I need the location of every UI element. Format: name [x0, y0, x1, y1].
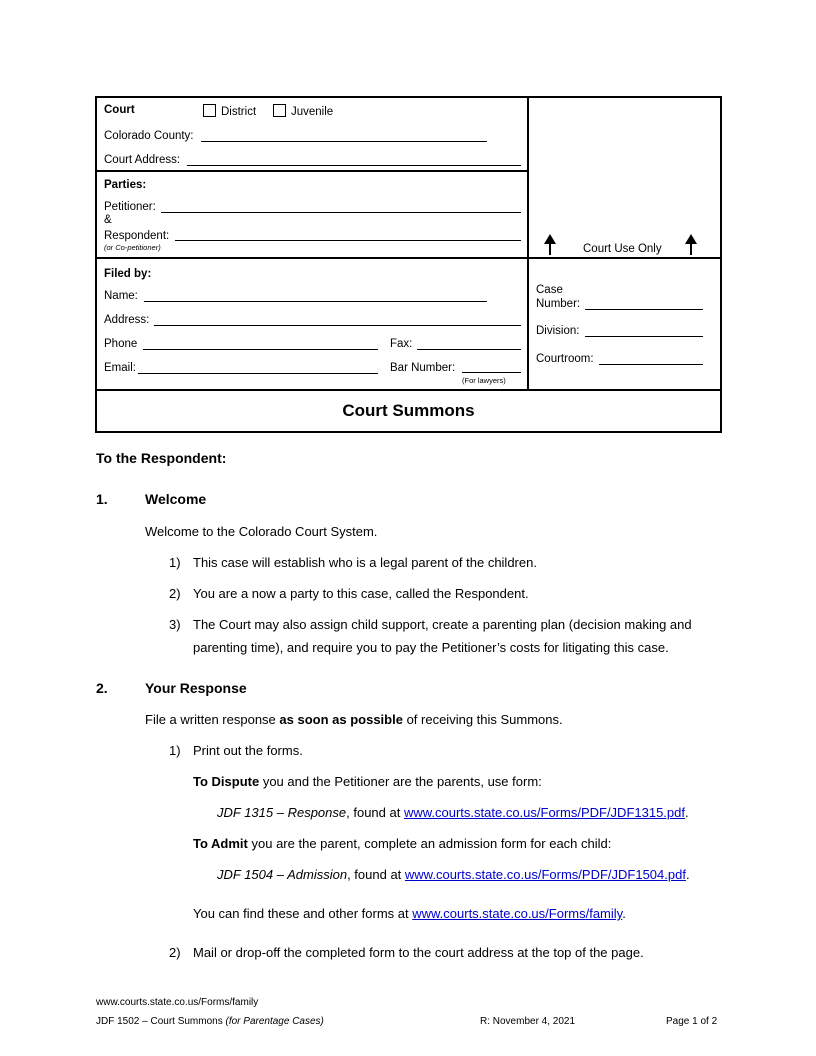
list-item-number: 1) [169, 743, 181, 758]
to-respondent-heading: To the Respondent: [96, 450, 227, 466]
address-field[interactable] [154, 325, 521, 326]
court-address-label: Court Address: [104, 154, 181, 166]
intro-text-end: of receiving this Summons. [402, 712, 563, 727]
jdf1315-mid: , found at [346, 805, 404, 820]
juvenile-label: Juvenile [291, 106, 334, 118]
intro-emphasis: as soon as possible [279, 712, 403, 727]
section-1-intro: Welcome to the Colorado Court System. [145, 524, 378, 539]
respondent-label: Respondent: [104, 230, 170, 242]
ampersand: & [104, 214, 112, 226]
district-label: District [221, 106, 257, 118]
list-item: This case will establish who is a legal parent of the children. [193, 555, 537, 570]
phone-label: Phone [104, 338, 138, 350]
bar-number-field[interactable] [462, 372, 521, 373]
list-item-continued: parenting time), and require you to pay the Petitioner’s costs for litigating this case. [193, 640, 669, 655]
period: . [622, 906, 626, 921]
name-label: Name: [104, 290, 138, 302]
email-label: Email: [104, 362, 136, 374]
respondent-field[interactable] [175, 240, 521, 241]
footer-page-number: Page 1 of 2 [666, 1016, 718, 1027]
list-item: Print out the forms. [193, 743, 303, 758]
list-item: You are a now a party to this case, called the Respondent. [193, 586, 529, 601]
dispute-label: To Dispute [193, 774, 260, 789]
caption-box [95, 96, 722, 433]
courtroom-field[interactable] [599, 364, 703, 365]
divider-parties-filed [95, 257, 722, 259]
email-field[interactable] [138, 373, 378, 374]
jdf1315-link[interactable]: www.courts.state.co.us/Forms/PDF/JDF1315.pdf [403, 805, 685, 820]
arrow-stem-right [690, 243, 692, 255]
jdf1504-link[interactable]: www.courts.state.co.us/Forms/PDF/JDF1504.pdf [404, 867, 686, 882]
page-title: Court Summons [342, 401, 475, 420]
courtroom-label: Courtroom: [536, 353, 594, 365]
jdf1504-line [217, 867, 690, 882]
court-use-only: Court Use Only [583, 243, 662, 255]
case-label: Case [536, 284, 563, 296]
form-note: (for Parentage Cases) [225, 1016, 324, 1027]
arrow-stem-left [549, 243, 551, 255]
case-number-field[interactable] [585, 309, 703, 310]
footer-revision: R: November 4, 2021 [480, 1016, 576, 1027]
jdf1504-mid: , found at [347, 867, 405, 882]
footer-form-id [96, 1016, 324, 1027]
list-item-number: 2) [169, 586, 181, 601]
section-1-title: Welcome [145, 491, 207, 507]
jdf1504-form-name: JDF 1504 – Admission [217, 867, 348, 882]
arrow-up-icon [544, 234, 556, 244]
period: . [685, 867, 690, 882]
co-petitioner-note: (or Co-petitioner) [104, 243, 161, 252]
for-lawyers-note: (For lawyers) [462, 376, 506, 385]
division-field[interactable] [585, 336, 703, 337]
period: . [685, 805, 689, 820]
list-item: Mail or drop-off the completed form to the court address at the top of the page. [193, 945, 644, 960]
county-label: Colorado County: [104, 130, 194, 142]
list-item-number: 1) [169, 555, 181, 570]
arrow-up-icon [685, 234, 697, 244]
address-label: Address: [104, 314, 150, 326]
list-item-number: 2) [169, 945, 181, 960]
section-2-number: 2. [96, 680, 108, 696]
checkbox-box[interactable] [273, 104, 286, 117]
division-label: Division: [536, 325, 580, 337]
section-1-number: 1. [96, 491, 108, 507]
court-address-field[interactable] [187, 165, 521, 166]
form-id: JDF 1502 – Court Summons [96, 1016, 226, 1027]
jdf1315-line [217, 805, 689, 820]
district-checkbox[interactable] [203, 104, 256, 118]
divider-court-parties [95, 170, 529, 172]
fax-label: Fax: [390, 338, 413, 350]
admit-label: To Admit [193, 836, 248, 851]
admit-text: you are the parent, complete an admission form for each child: [247, 836, 612, 851]
dispute-text: you and the Petitioner are the parents, use form: [259, 774, 542, 789]
juvenile-checkbox[interactable] [273, 104, 333, 118]
caption-divider-vertical [527, 96, 529, 391]
name-field[interactable] [144, 301, 487, 302]
phone-field[interactable] [143, 349, 378, 350]
jdf1315-form-name: JDF 1315 – Response [217, 805, 347, 820]
petitioner-label: Petitioner: [104, 201, 156, 213]
court-label: Court [104, 104, 135, 116]
find-forms-line [193, 906, 626, 921]
section-2-title: Your Response [145, 680, 247, 696]
section-2-intro [145, 712, 563, 727]
filed-by-label: Filed by: [104, 268, 152, 280]
bar-number-label: Bar Number: [390, 362, 456, 374]
case-number-label: Number: [536, 298, 581, 310]
list-item-number: 3) [169, 617, 181, 632]
petitioner-field[interactable] [161, 212, 521, 213]
checkbox-box[interactable] [203, 104, 216, 117]
parties-label: Parties: [104, 179, 147, 191]
footer-url: www.courts.state.co.us/Forms/family [96, 997, 259, 1008]
intro-text: File a written response [145, 712, 280, 727]
dispute-instruction [193, 774, 542, 789]
forms-family-link[interactable]: www.courts.state.co.us/Forms/family [412, 906, 623, 921]
list-item: The Court may also assign child support, create a parenting plan (decision making and [193, 617, 692, 632]
find-forms-text: You can find these and other forms at [193, 906, 413, 921]
fax-field[interactable] [417, 349, 521, 350]
county-field[interactable] [201, 141, 487, 142]
admit-instruction [193, 836, 611, 851]
divider-title [95, 389, 722, 391]
